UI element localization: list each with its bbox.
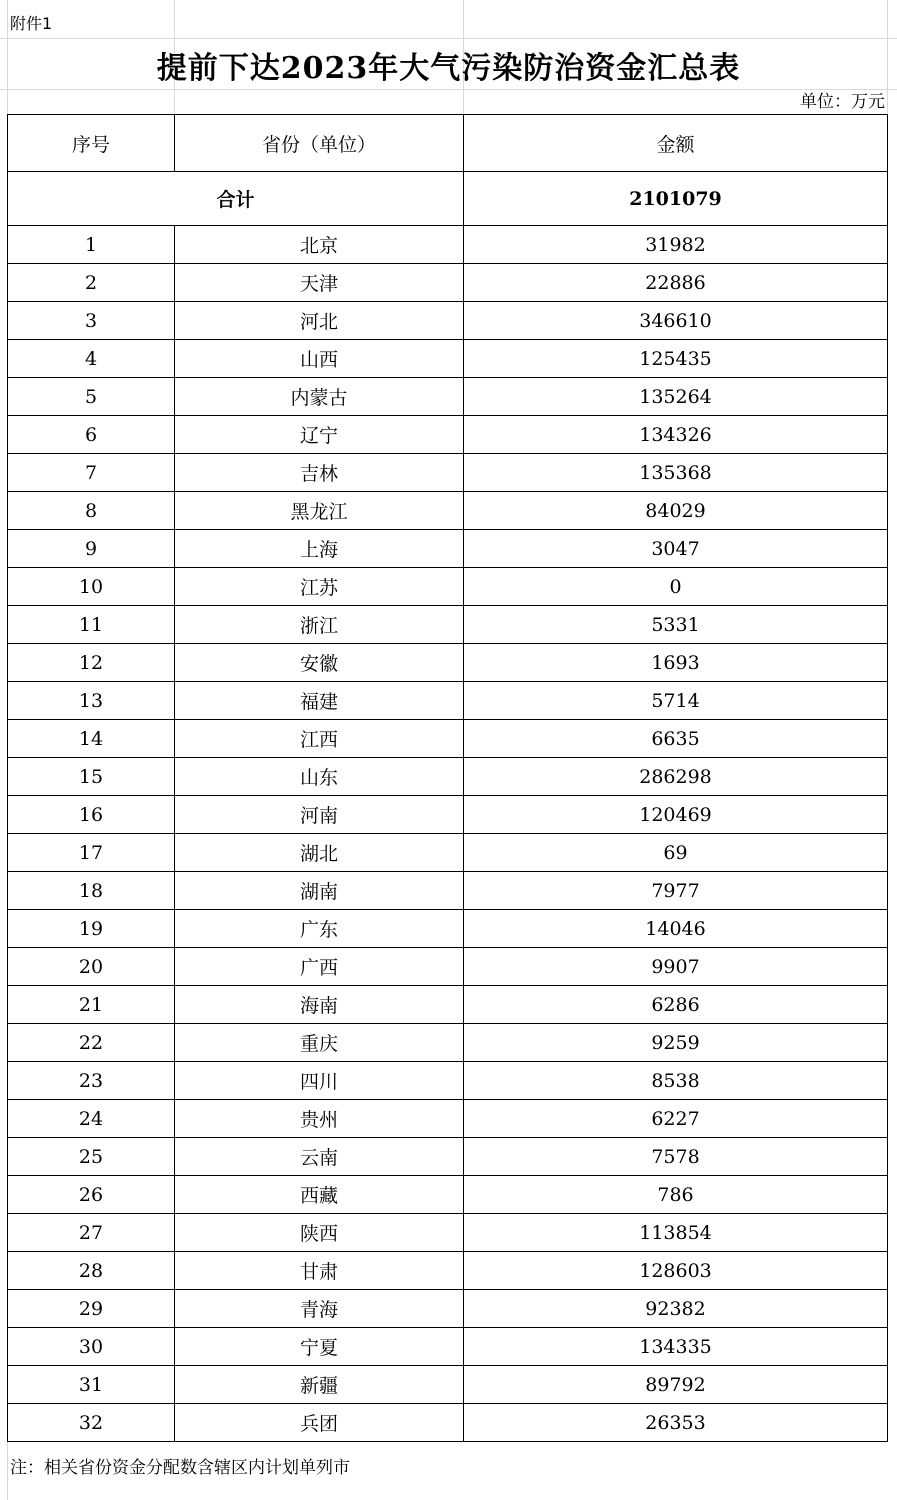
row-index: 30 xyxy=(8,1328,175,1366)
table-header-row xyxy=(8,115,888,172)
row-index: 7 xyxy=(8,454,175,492)
row-province: 四川 xyxy=(175,1062,464,1100)
row-amount: 6286 xyxy=(464,986,888,1024)
row-province: 广东 xyxy=(175,910,464,948)
table-row xyxy=(8,872,888,910)
row-index: 23 xyxy=(8,1062,175,1100)
row-index: 2 xyxy=(8,264,175,302)
row-index: 9 xyxy=(8,530,175,568)
row-index: 12 xyxy=(8,644,175,682)
row-amount: 113854 xyxy=(464,1214,888,1252)
row-index: 18 xyxy=(8,872,175,910)
row-amount: 6227 xyxy=(464,1100,888,1138)
row-province: 宁夏 xyxy=(175,1328,464,1366)
row-province: 兵团 xyxy=(175,1404,464,1442)
row-index: 3 xyxy=(8,302,175,340)
row-amount: 5714 xyxy=(464,682,888,720)
table-row xyxy=(8,1176,888,1214)
row-index: 4 xyxy=(8,340,175,378)
row-province: 海南 xyxy=(175,986,464,1024)
row-index: 20 xyxy=(8,948,175,986)
table-row xyxy=(8,568,888,606)
row-index: 22 xyxy=(8,1024,175,1062)
row-amount: 0 xyxy=(464,568,888,606)
row-index: 15 xyxy=(8,758,175,796)
row-amount: 9907 xyxy=(464,948,888,986)
row-index: 25 xyxy=(8,1138,175,1176)
page-title: 提前下达2023年大气污染防治资金汇总表 xyxy=(156,51,741,86)
row-amount: 31982 xyxy=(464,226,888,264)
row-amount: 125435 xyxy=(464,340,888,378)
row-amount: 69 xyxy=(464,834,888,872)
row-province: 重庆 xyxy=(175,1024,464,1062)
row-province: 内蒙古 xyxy=(175,378,464,416)
row-amount: 14046 xyxy=(464,910,888,948)
row-index: 6 xyxy=(8,416,175,454)
row-province: 黑龙江 xyxy=(175,492,464,530)
row-province: 广西 xyxy=(175,948,464,986)
row-amount: 6635 xyxy=(464,720,888,758)
row-index: 16 xyxy=(8,796,175,834)
table-row xyxy=(8,1290,888,1328)
table-row xyxy=(8,302,888,340)
row-index: 32 xyxy=(8,1404,175,1442)
row-province: 北京 xyxy=(175,226,464,264)
table-row xyxy=(8,1328,888,1366)
table-row xyxy=(8,1138,888,1176)
total-label: 合计 xyxy=(8,172,464,226)
row-amount: 346610 xyxy=(464,302,888,340)
row-province: 山东 xyxy=(175,758,464,796)
row-index: 24 xyxy=(8,1100,175,1138)
row-amount: 134335 xyxy=(464,1328,888,1366)
row-province: 福建 xyxy=(175,682,464,720)
table-row xyxy=(8,340,888,378)
row-amount: 22886 xyxy=(464,264,888,302)
row-province: 河南 xyxy=(175,796,464,834)
row-index: 27 xyxy=(8,1214,175,1252)
row-amount: 786 xyxy=(464,1176,888,1214)
table-row xyxy=(8,1252,888,1290)
row-province: 辽宁 xyxy=(175,416,464,454)
row-amount: 135264 xyxy=(464,378,888,416)
row-province: 贵州 xyxy=(175,1100,464,1138)
row-amount: 8538 xyxy=(464,1062,888,1100)
table-row xyxy=(8,1100,888,1138)
row-province: 山西 xyxy=(175,340,464,378)
row-index: 28 xyxy=(8,1252,175,1290)
row-amount: 286298 xyxy=(464,758,888,796)
table-row xyxy=(8,682,888,720)
header-amount: 金额 xyxy=(464,115,888,172)
row-amount: 5331 xyxy=(464,606,888,644)
row-province: 河北 xyxy=(175,302,464,340)
table-row xyxy=(8,644,888,682)
row-province: 湖南 xyxy=(175,872,464,910)
row-amount: 92382 xyxy=(464,1290,888,1328)
row-province: 陕西 xyxy=(175,1214,464,1252)
row-amount: 120469 xyxy=(464,796,888,834)
row-amount: 7578 xyxy=(464,1138,888,1176)
attachment-label: 附件1 xyxy=(10,14,53,33)
row-index: 10 xyxy=(8,568,175,606)
row-index: 26 xyxy=(8,1176,175,1214)
table-row xyxy=(8,606,888,644)
table-row xyxy=(8,264,888,302)
row-province: 甘肃 xyxy=(175,1252,464,1290)
row-amount: 89792 xyxy=(464,1366,888,1404)
row-index: 21 xyxy=(8,986,175,1024)
total-row xyxy=(8,172,888,226)
row-index: 1 xyxy=(8,226,175,264)
table-row xyxy=(8,1366,888,1404)
row-index: 11 xyxy=(8,606,175,644)
unit-label: 单位：万元 xyxy=(800,92,885,112)
row-province: 江西 xyxy=(175,720,464,758)
table-row xyxy=(8,378,888,416)
row-province: 浙江 xyxy=(175,606,464,644)
row-amount: 1693 xyxy=(464,644,888,682)
table-row xyxy=(8,1024,888,1062)
row-amount: 128603 xyxy=(464,1252,888,1290)
row-amount: 134326 xyxy=(464,416,888,454)
row-province: 新疆 xyxy=(175,1366,464,1404)
total-value: 2101079 xyxy=(464,172,888,226)
row-index: 14 xyxy=(8,720,175,758)
table-row xyxy=(8,834,888,872)
table-row xyxy=(8,796,888,834)
row-province: 青海 xyxy=(175,1290,464,1328)
funding-summary-table xyxy=(7,114,888,1442)
row-index: 19 xyxy=(8,910,175,948)
row-province: 上海 xyxy=(175,530,464,568)
row-province: 云南 xyxy=(175,1138,464,1176)
table-row xyxy=(8,226,888,264)
table-row xyxy=(8,416,888,454)
row-amount: 9259 xyxy=(464,1024,888,1062)
table-row xyxy=(8,492,888,530)
row-province: 天津 xyxy=(175,264,464,302)
row-index: 5 xyxy=(8,378,175,416)
row-index: 13 xyxy=(8,682,175,720)
footnote: 注：相关省份资金分配数含辖区内计划单列市 xyxy=(10,1458,350,1478)
table-row xyxy=(8,720,888,758)
row-amount: 7977 xyxy=(464,872,888,910)
table-row xyxy=(8,1404,888,1442)
row-province: 湖北 xyxy=(175,834,464,872)
row-amount: 26353 xyxy=(464,1404,888,1442)
row-index: 17 xyxy=(8,834,175,872)
row-index: 31 xyxy=(8,1366,175,1404)
table-row xyxy=(8,454,888,492)
table-row xyxy=(8,1062,888,1100)
table-row xyxy=(8,986,888,1024)
row-province: 吉林 xyxy=(175,454,464,492)
table-row xyxy=(8,1214,888,1252)
table-row xyxy=(8,530,888,568)
header-province: 省份（单位） xyxy=(175,115,464,172)
sheet-gridline xyxy=(0,38,897,39)
row-index: 29 xyxy=(8,1290,175,1328)
row-province: 西藏 xyxy=(175,1176,464,1214)
header-index: 序号 xyxy=(8,115,175,172)
table-row xyxy=(8,948,888,986)
row-province: 安徽 xyxy=(175,644,464,682)
table-row xyxy=(8,910,888,948)
row-amount: 135368 xyxy=(464,454,888,492)
row-amount: 84029 xyxy=(464,492,888,530)
row-province: 江苏 xyxy=(175,568,464,606)
row-index: 8 xyxy=(8,492,175,530)
table-row xyxy=(8,758,888,796)
row-amount: 3047 xyxy=(464,530,888,568)
